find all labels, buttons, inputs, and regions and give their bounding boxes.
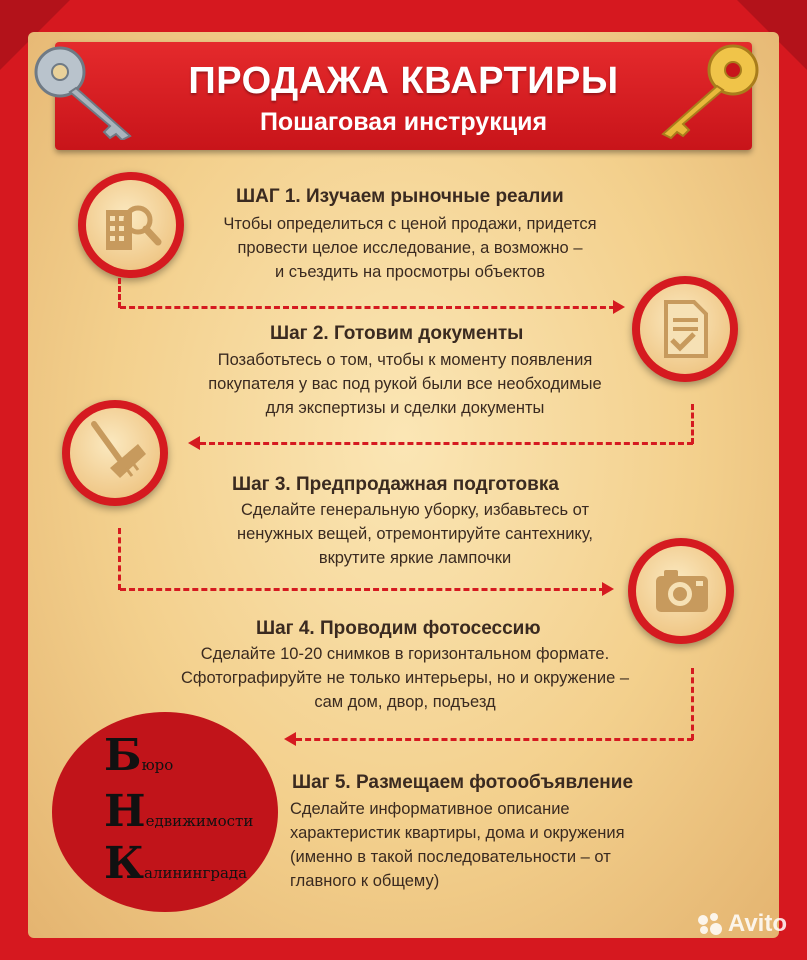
- step5-description: [290, 797, 625, 893]
- step1-description: [190, 212, 630, 284]
- page-subtitle: Пошаговая инструкция: [259, 108, 548, 136]
- company-logo: [52, 712, 278, 912]
- step3-line: Сделайте генеральную уборку, избавьтесь от: [240, 501, 590, 519]
- logo-word: едвижимости: [145, 812, 254, 830]
- connector-line: [120, 588, 605, 591]
- avito-logo-icon: [698, 913, 724, 937]
- step2-title: Шаг 2. Готовим документы: [270, 323, 524, 344]
- document-check-icon: [640, 284, 730, 374]
- step2-icon-circle: [632, 276, 738, 382]
- step3-description: [190, 498, 640, 570]
- connector-line: [118, 528, 121, 590]
- avito-watermark: [698, 910, 787, 938]
- step1-title: ШАГ 1. Изучаем рыночные реалии: [236, 186, 564, 207]
- connector-line: [118, 278, 121, 308]
- arrow-right-icon: [602, 582, 614, 596]
- building-search-icon: [86, 180, 176, 270]
- step4-description: [150, 642, 660, 714]
- step4-line: Сфотографируйте не только интерьеры, но и окружение –: [180, 669, 630, 687]
- logo-initial: Н: [104, 786, 146, 837]
- arrow-left-icon: [284, 732, 296, 746]
- arrow-left-icon: [188, 436, 200, 450]
- step3-line: вкрутите яркие лампочки: [318, 549, 512, 567]
- step5-line: Сделайте информативное описание: [290, 800, 570, 818]
- logo-initial: Б: [104, 730, 142, 781]
- connector-line: [200, 442, 693, 445]
- step3-icon-circle: [62, 400, 168, 506]
- step5-line: характеристик квартиры, дома и окружения: [290, 824, 625, 842]
- step4-line: сам дом, двор, подъезд: [314, 693, 496, 711]
- header-banner: [55, 42, 752, 150]
- step1-line: Чтобы определиться с ценой продажи, придется: [223, 215, 597, 233]
- connector-line: [296, 738, 693, 741]
- connector-line: [691, 404, 694, 444]
- step4-icon-circle: [628, 538, 734, 644]
- key-icon: [655, 40, 765, 140]
- logo-word: алининграда: [144, 864, 248, 882]
- step5-line: (именно в такой последовательности – от: [290, 848, 611, 866]
- arrow-right-icon: [613, 300, 625, 314]
- logo-word: юро: [141, 756, 174, 774]
- step2-description: [170, 348, 640, 420]
- step2-line: для экспертизы и сделки документы: [265, 399, 545, 417]
- logo-initial: К: [104, 838, 145, 889]
- page-title: ПРОДАЖА КВАРТИРЫ: [188, 60, 619, 102]
- watermark-text: Avito: [727, 910, 787, 937]
- step4-line: Сделайте 10-20 снимков в горизонтальном формате.: [200, 645, 610, 663]
- step1-icon-circle: [78, 172, 184, 278]
- broom-icon: [70, 408, 160, 498]
- connector-line: [120, 306, 615, 309]
- step5-title: Шаг 5. Размещаем фотообъявление: [292, 772, 634, 793]
- step4-title: Шаг 4. Проводим фотосессию: [256, 618, 541, 639]
- step1-line: провести целое исследование, а возможно –: [237, 239, 583, 257]
- camera-icon: [636, 546, 726, 636]
- step5-line: главного к общему): [290, 872, 440, 890]
- step2-line: Позаботьтесь о том, чтобы к моменту появления: [217, 351, 593, 369]
- step2-line: покупателя у вас под рукой были все необходимые: [208, 375, 602, 393]
- key-icon: [30, 40, 140, 140]
- step3-title: Шаг 3. Предпродажная подготовка: [232, 474, 559, 495]
- step3-line: ненужных вещей, отремонтируйте сантехнику,: [237, 525, 593, 543]
- connector-line: [691, 668, 694, 740]
- step1-line: и съездить на просмотры объектов: [275, 263, 545, 281]
